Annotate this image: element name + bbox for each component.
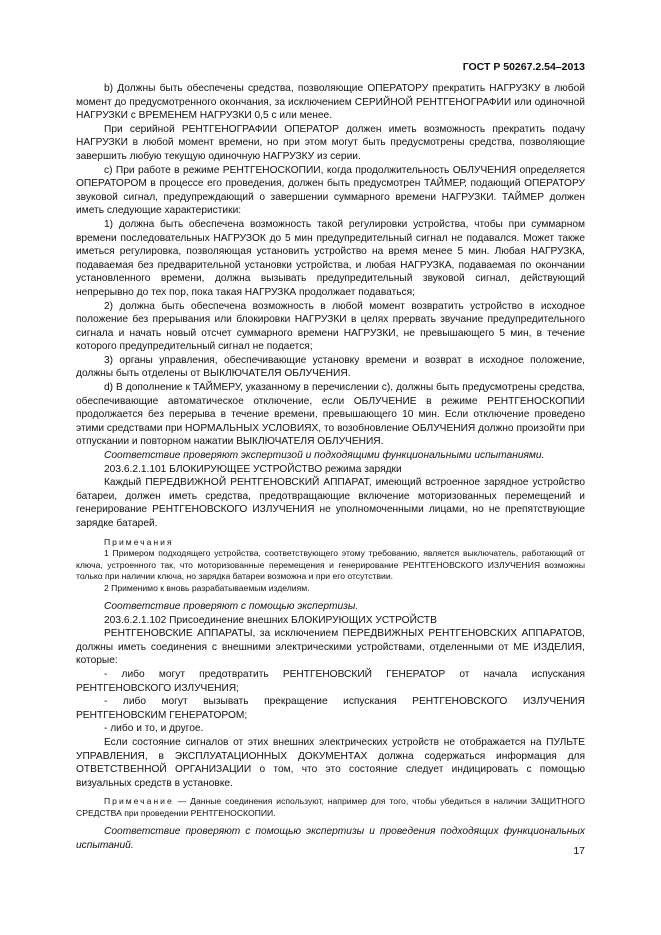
paragraph-serial: При серийной РЕНТГЕНОГРАФИИ ОПЕРАТОР должен иметь возможность прекратить подачу НАГРУЗКИ в любой момент времени, но при этом могут быть предусмотрены средства, позволяющие завершить любую текущую одиночную НАГРУЗКУ из серии. xyxy=(76,123,585,162)
note-2: 2 Применимо к вновь разрабатываемым изделиям. xyxy=(104,582,310,593)
list-item-1: - либо могут предотвратить РЕНТГЕНОВСКИЙ ГЕНЕРАТОР от начала испускания РЕНТГЕНОВСКОГО ИЗЛУЧЕНИЯ; xyxy=(76,669,585,694)
page-number: 17 xyxy=(573,845,585,857)
compliance-statement-2: Соответствие проверяют с помощью экспертизы. xyxy=(104,601,359,613)
paragraph-c: с) При работе в режиме РЕНТГЕНОСКОПИИ, когда продолжительность ОБЛУЧЕНИЯ определяется ОПЕРАТОРОМ в процессе его проведения, должен быть предусмотрен ТАЙМЕР, подающий ОПЕРАТОРУ звуковой сигнал, предупреждающий о завершении суммарного времени НАГРУЗКИ. ТАЙМЕР должен иметь следующие характеристики: xyxy=(76,164,585,217)
compliance-statement-3: Соответствие проверяют с помощью экспертизы и проведения подходящих функциональных испытаний. xyxy=(76,826,585,851)
paragraph-c1: 1) должна быть обеспечена возможность такой регулировки устройства, чтобы при суммарном времени последовательных НАГРУЗОК до 5 мин предупредительный сигнал не подавался. Может также иметься регулировка, позволяющая установить устройство на время менее 5 мин. Любая НАГРУЗКА, подаваемая без предварительной установки устройства, и любая НАГРУЗКА, подаваемая по окончании установленного времени, должна вызывать предупредительный звуковой сигнал, действующий непрерывно до тех пор, пока такая НАГРУЗКА продолжает подаваться; xyxy=(76,218,585,298)
notes-heading: Примечания xyxy=(104,536,174,547)
paragraph-d: d) В дополнение к ТАЙМЕРУ, указанному в перечислении с), должны быть предусмотрены средства, обеспечивающие автоматическое отключение, если ОБЛУЧЕНИЕ в режиме РЕНТГЕНОСКОПИИ продолжается без перерыва в течение времени, превышающего 10 мин. Если отключение проведено этими средствами при НОРМАЛЬНЫХ УСЛОВИЯХ, то возобновление ОБЛУЧЕНИЯ должно произойти при отпускании и повторном нажатии ВЫКЛЮЧАТЕЛЯ ОБЛУЧЕНИЯ. xyxy=(76,382,585,448)
paragraph-102: РЕНТГЕНОВСКИЕ АППАРАТЫ, за исключением ПЕРЕДВИЖНЫХ РЕНТГЕНОВСКИХ АППАРАТОВ, должны иметь соединения с внешними электрическими устройствами, отделенными от МЕ ИЗДЕЛИЯ, которые: xyxy=(76,628,585,667)
note-text: — Данные соединения используют, например для того, чтобы убедиться в наличии ЗАЩИТНОГО СРЕДСТВА при проведении РЕНТГЕНОСКОПИИ. xyxy=(76,796,585,818)
note-connections xyxy=(76,796,585,819)
paragraph-101: Каждый ПЕРЕДВИЖНОЙ РЕНТГЕНОВСКИЙ АППАРАТ, имеющий встроенное зарядное устройство батареи, должен иметь средства, предотвращающие включение моторизованных перемещений и генерирование РЕНТГЕНОВСКОГО ИЗЛУЧЕНИЯ не уполномоченными лицами, но не препятствующие зарядке батарей. xyxy=(76,477,585,529)
list-item-2: - либо могут вызывать прекращение испускания РЕНТГЕНОВСКОГО ИЗЛУЧЕНИЯ РЕНТГЕНОВСКИМ ГЕНЕРАТОРОМ; xyxy=(76,696,585,721)
paragraph-102b: Если состояние сигналов от этих внешних электрических устройств не отображается на ПУЛЬТЕ УПРАВЛЕНИЯ, в ЭКСПЛУАТАЦИОННЫХ ДОКУМЕНТАХ должна содержаться информация для ОТВЕТСТВЕННОЙ ОРГАНИЗАЦИИ о том, что это состояние следует индицировать с помощью визуальных средств в установке. xyxy=(76,737,585,789)
paragraph-c2: 2) должна быть обеспечена возможность в любой момент возвратить устройство в исходное положение без прерывания или блокировки НАГРУЗКИ в целях прервать звучание предупредительного сигнала и начать новый отсчет суммарного времени НАГРУЗКИ, не превышающего 5 мин, в течение которого предупредительный сигнал не подается; xyxy=(76,300,585,353)
paragraph-c3: 3) органы управления, обеспечивающие установку времени и возврат в исходное положение, должны быть отделены от ВЫКЛЮЧАТЕЛЯ ОБЛУЧЕНИЯ. xyxy=(76,354,585,380)
list-item-3: - либо и то, и другое. xyxy=(104,723,204,735)
compliance-statement-1: Соответствие проверяют экспертизой и подходящими функциональными испытаниями. xyxy=(104,450,545,462)
document-id: ГОСТ Р 50267.2.54–2013 xyxy=(462,61,585,73)
clause-heading-102: 203.6.2.1.102 Присоединение внешних БЛОКИРУЮЩИХ УСТРОЙСТВ xyxy=(104,614,437,626)
note-label: Примечание xyxy=(104,796,174,807)
paragraph-b: b) Должны быть обеспечены средства, позволяющие ОПЕРАТОРУ прекратить НАГРУЗКУ в любой момент до предусмотренного окончания, за исключением СЕРИЙНОЙ РЕНТГЕНОГРАФИИ или одиночной НАГРУЗКИ с ВРЕМЕНЕМ НАГРУЗКИ 0,5 с или менее. xyxy=(76,83,585,122)
document-body xyxy=(76,82,585,853)
note-1: 1 Примером подходящего устройства, соответствующего этому требованию, является выключатель, работающий от ключа, устроенного так, что моторизованные перемещения и генерирование РЕНТГЕНОВСКОГО ИЗЛУЧЕНИЯ возможны только при наличии ключа, но зарядка батареи возможна и при его отсутствии. xyxy=(76,548,585,582)
clause-heading-101: 203.6.2.1.101 БЛОКИРУЮЩЕЕ УСТРОЙСТВО режима зарядки xyxy=(104,463,402,475)
